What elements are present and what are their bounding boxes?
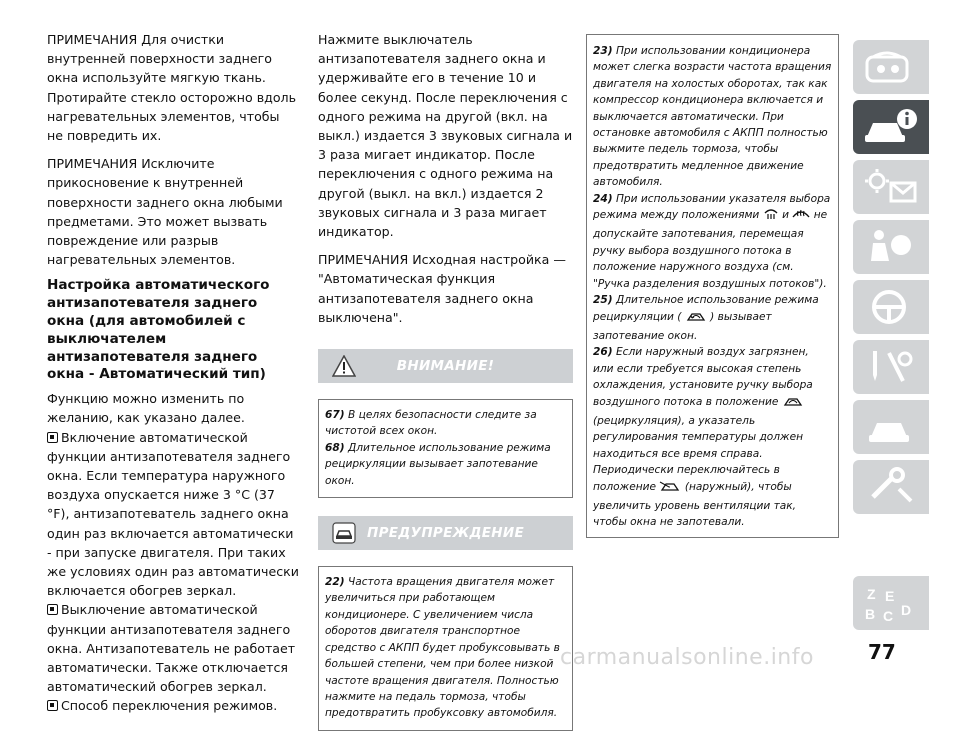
car-service-icon bbox=[863, 407, 919, 447]
outside-air-icon bbox=[659, 479, 681, 498]
tools-icon bbox=[863, 347, 919, 387]
windshield-defrost-feet-icon bbox=[763, 207, 779, 226]
recirculation-icon bbox=[782, 394, 804, 413]
side-tab-wrench[interactable] bbox=[853, 460, 929, 514]
notes-box bbox=[586, 34, 839, 538]
side-tab-lights[interactable] bbox=[853, 160, 929, 214]
note-default: ПРИМЕЧАНИЯ Исходная настройка — "Автоматическая функция антизапотевателя заднего окна выключена". bbox=[318, 252, 566, 325]
airbag-icon bbox=[863, 227, 919, 267]
note-cleaning: ПРИМЕЧАНИЯ Для очистки внутренней поверхности заднего окна используйте мягкую ткань. Протирайте стекло осторожно вдоль нагревательных элементов, чтобы не повредить их. bbox=[47, 32, 297, 144]
side-tab-airbag[interactable] bbox=[853, 220, 929, 274]
attention-banner bbox=[318, 349, 573, 383]
note-item-25: 25) Длительное использование режима рециркуляции ( ) вызывает запотевание окон. bbox=[593, 294, 819, 342]
section-heading: Настройка автоматического антизапотевателя заднего окна (для автомобилей с выключателем антизапотевателя заднего окна - Автоматический тип) bbox=[47, 277, 270, 383]
watermark: carmanualsonline.info bbox=[560, 645, 814, 670]
steering-wheel-icon bbox=[863, 287, 919, 327]
attention-item-68: 68) Длительное использование режима рециркуляции вызывает запотевание окон. bbox=[325, 441, 551, 487]
side-tab-car-info[interactable] bbox=[853, 100, 929, 154]
svg-text:D: D bbox=[901, 602, 912, 618]
page-number: 77 bbox=[868, 640, 896, 664]
attention-box bbox=[318, 399, 573, 498]
recirculation-icon bbox=[685, 309, 707, 328]
square-bullet-icon bbox=[47, 700, 58, 711]
side-tab-tools[interactable] bbox=[853, 340, 929, 394]
svg-text:B: B bbox=[865, 606, 876, 622]
side-tab-car-service[interactable] bbox=[853, 400, 929, 454]
svg-text:C: C bbox=[883, 608, 894, 623]
attention-item-67: 67) В целях безопасности следите за чистотой всех окон. bbox=[325, 409, 537, 438]
side-tab-index[interactable] bbox=[853, 576, 929, 630]
side-tab-steering[interactable] bbox=[853, 280, 929, 334]
wrench-icon bbox=[863, 467, 919, 507]
square-bullet-icon bbox=[47, 604, 58, 615]
intro-text: Функцию можно изменить по желанию, как указано далее. bbox=[47, 391, 245, 426]
column-2 bbox=[318, 30, 573, 731]
attention-title: ВНИМАНИЕ! bbox=[396, 358, 495, 375]
dashboard-icon bbox=[863, 47, 915, 87]
warning-banner bbox=[318, 516, 573, 550]
side-tab-dashboard[interactable] bbox=[853, 40, 929, 94]
lights-icon bbox=[863, 167, 919, 207]
warning-item-22: 22) Частота вращения двигателя может увеличиться при работающем кондиционере. С увеличением числа оборотов двигателя транспортное средство с АКПП будет пробуксовывать в большей степени, чем при более низкой частоте вращения двигателя. Полностью нажмите на педаль тормоза, чтобы предотвратить пробуксовку автомобиля. bbox=[325, 576, 560, 720]
note-contact: ПРИМЕЧАНИЯ Исключите прикосновение к внутренней поверхности заднего окна любыми предметами. Это может вызвать повреждение или разрыв нагревательных элементов. bbox=[47, 156, 283, 268]
warning-box bbox=[318, 566, 573, 731]
switch-instructions: Нажмите выключатель антизапотевателя заднего окна и удерживайте его в течение 10 и более секунд. После переключения с одного режима на другой (вкл. на выкл.) издается 3 звуковых сигнала и 3 раза мигает индикатор. После переключения с одного режима на другой (выкл. на вкл.) издается 2 звуковых сигнала и 3 раза мигает индикатор. bbox=[318, 32, 573, 240]
svg-text:E: E bbox=[885, 588, 895, 604]
bullet-item-disable: Выключение автоматической функции антизапотевателя заднего окна. Антизапотеватель не работает автоматически. Также отключается автоматический обогрев зеркал. bbox=[47, 602, 296, 695]
square-bullet-icon bbox=[47, 432, 58, 443]
note-item-23: 23) При использовании кондиционера может слегка возрасти частота вращения двигателя на холостых оборотах, так как компрессор кондиционера включается и выключается автоматически. При остановке автомобиля с АКПП полностью выжмите педель тормоза, чтобы предотвратить медленное движение автомобиля. bbox=[593, 45, 832, 189]
index-letters-icon bbox=[863, 583, 919, 623]
note-item-24: 24) При использовании указателя выбора режима между положениями и не допускайте запотевания, перемещая ручку выбора воздушного потока в положение наружного воздуха (см. "Ручка разделения воздушных потоков"). bbox=[593, 192, 831, 290]
warning-title: ПРЕДУПРЕЖДЕНИЕ bbox=[366, 525, 525, 542]
bullet-item-enable: Включение автоматической функции антизапотевателя заднего окна. Если температура наружного воздуха опускается ниже 3 °C (37 °F), антизапотеватель заднего окна один раз включается автоматически - при запуске двигателя. При таких же условиях один раз автоматически включается обогрев зеркал. bbox=[47, 429, 299, 599]
column-3 bbox=[586, 34, 839, 538]
bullet-item-switch: Способ переключения режимов. bbox=[47, 696, 299, 715]
column-1 bbox=[47, 30, 299, 716]
note-item-26: 26) Если наружный воздух загрязнен, или если требуется высокая степень охлаждения, установите ручку выбора воздушного потока в положение (рециркуляция), а указатель регулирования температуры должен находиться все время справа. Периодически переключайтесь в положение (наружный), чтобы увеличить уровень вентиляции так, чтобы окна не запотевали. bbox=[593, 346, 813, 529]
car-info-icon bbox=[863, 107, 919, 147]
svg-text:Z: Z bbox=[867, 586, 876, 602]
windshield-defrost-icon bbox=[792, 207, 810, 226]
